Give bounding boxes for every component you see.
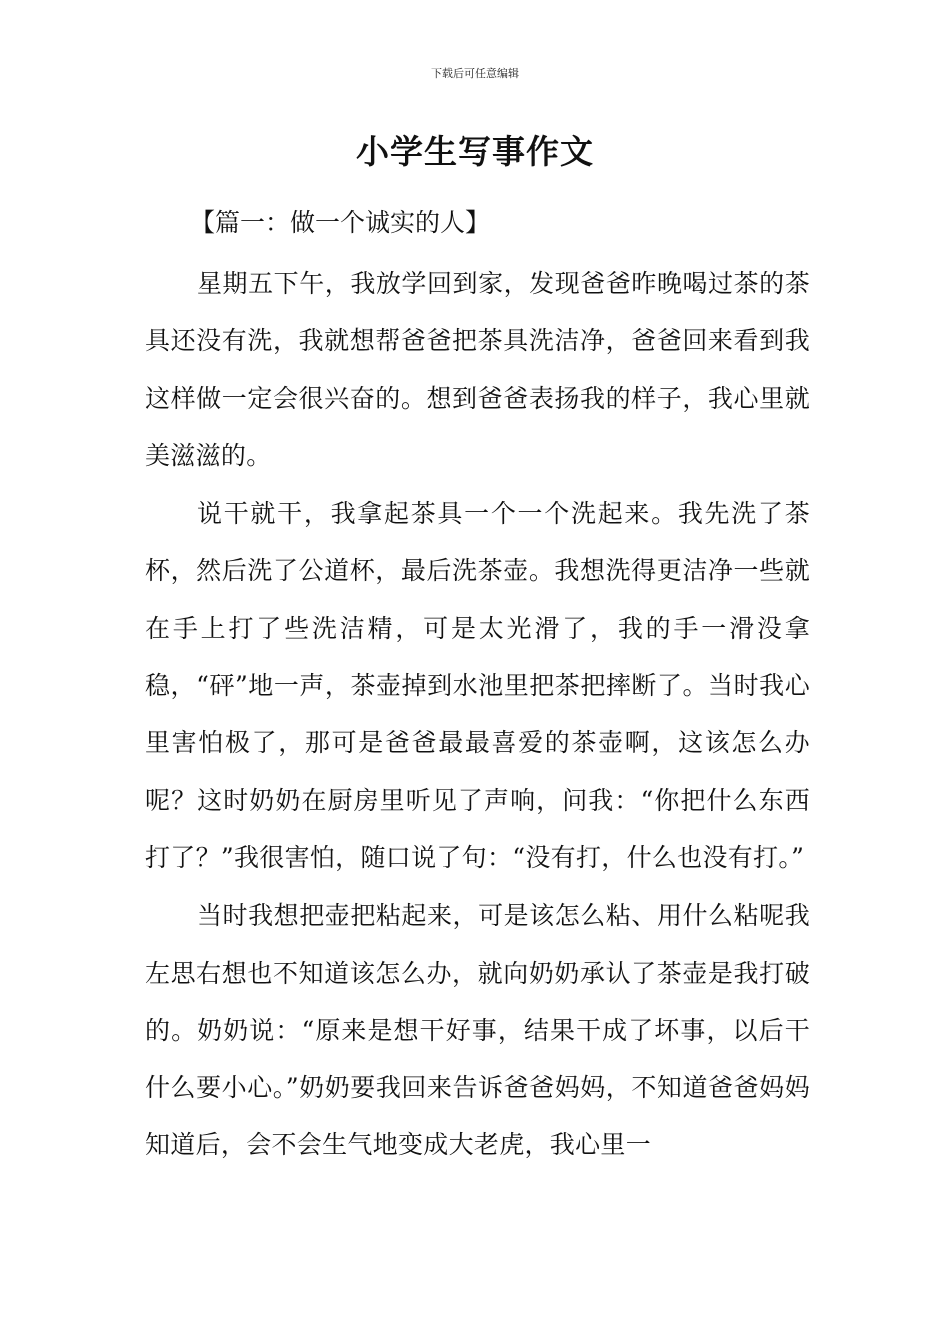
paragraph-1: 星期五下午，我放学回到家，发现爸爸昨晚喝过茶的茶具还没有洗，我就想帮爸爸把茶具洗洁净，爸爸回来看到我这样做一定会很兴奋的。想到爸爸表扬我的样子，我心里就美滋滋的。 bbox=[145, 269, 810, 470]
paragraph-3: 当时我想把壶把粘起来，可是该怎么粘、用什么粘呢我左思右想也不知道该怎么办，就向奶奶承认了茶壶是我打破的。奶奶说：“原来是想干好事，结果干成了坏事，以后干什么要小心。”奶奶要我回来告诉爸爸妈妈，不知道爸爸妈妈知道后，会不会生气地变成大老虎，我心里一 bbox=[145, 901, 810, 1160]
paragraph-2: 说干就干，我拿起茶具一个一个洗起来。我先洗了茶杯，然后洗了公道杯，最后洗茶壶。我想洗得更洁净一些就在手上打了些洗洁精，可是太光滑了，我的手一滑没拿稳，“砰”地一声，茶壶掉到水池里把茶把摔断了。当时我心里害怕极了，那可是爸爸最最喜爱的茶壶啊，这该怎么办呢？这时奶奶在厨房里听见了声响，问我：“你把什么东西打了？”我很害怕，随口说了句：“没有打，什么也没有打。” bbox=[145, 499, 810, 872]
document-body bbox=[145, 255, 810, 1175]
document-title: 小学生写事作文 bbox=[356, 132, 594, 171]
section-heading: 【篇一：做一个诚实的人】 bbox=[190, 208, 491, 237]
page-header-note: 下载后可任意编辑 bbox=[431, 67, 519, 80]
